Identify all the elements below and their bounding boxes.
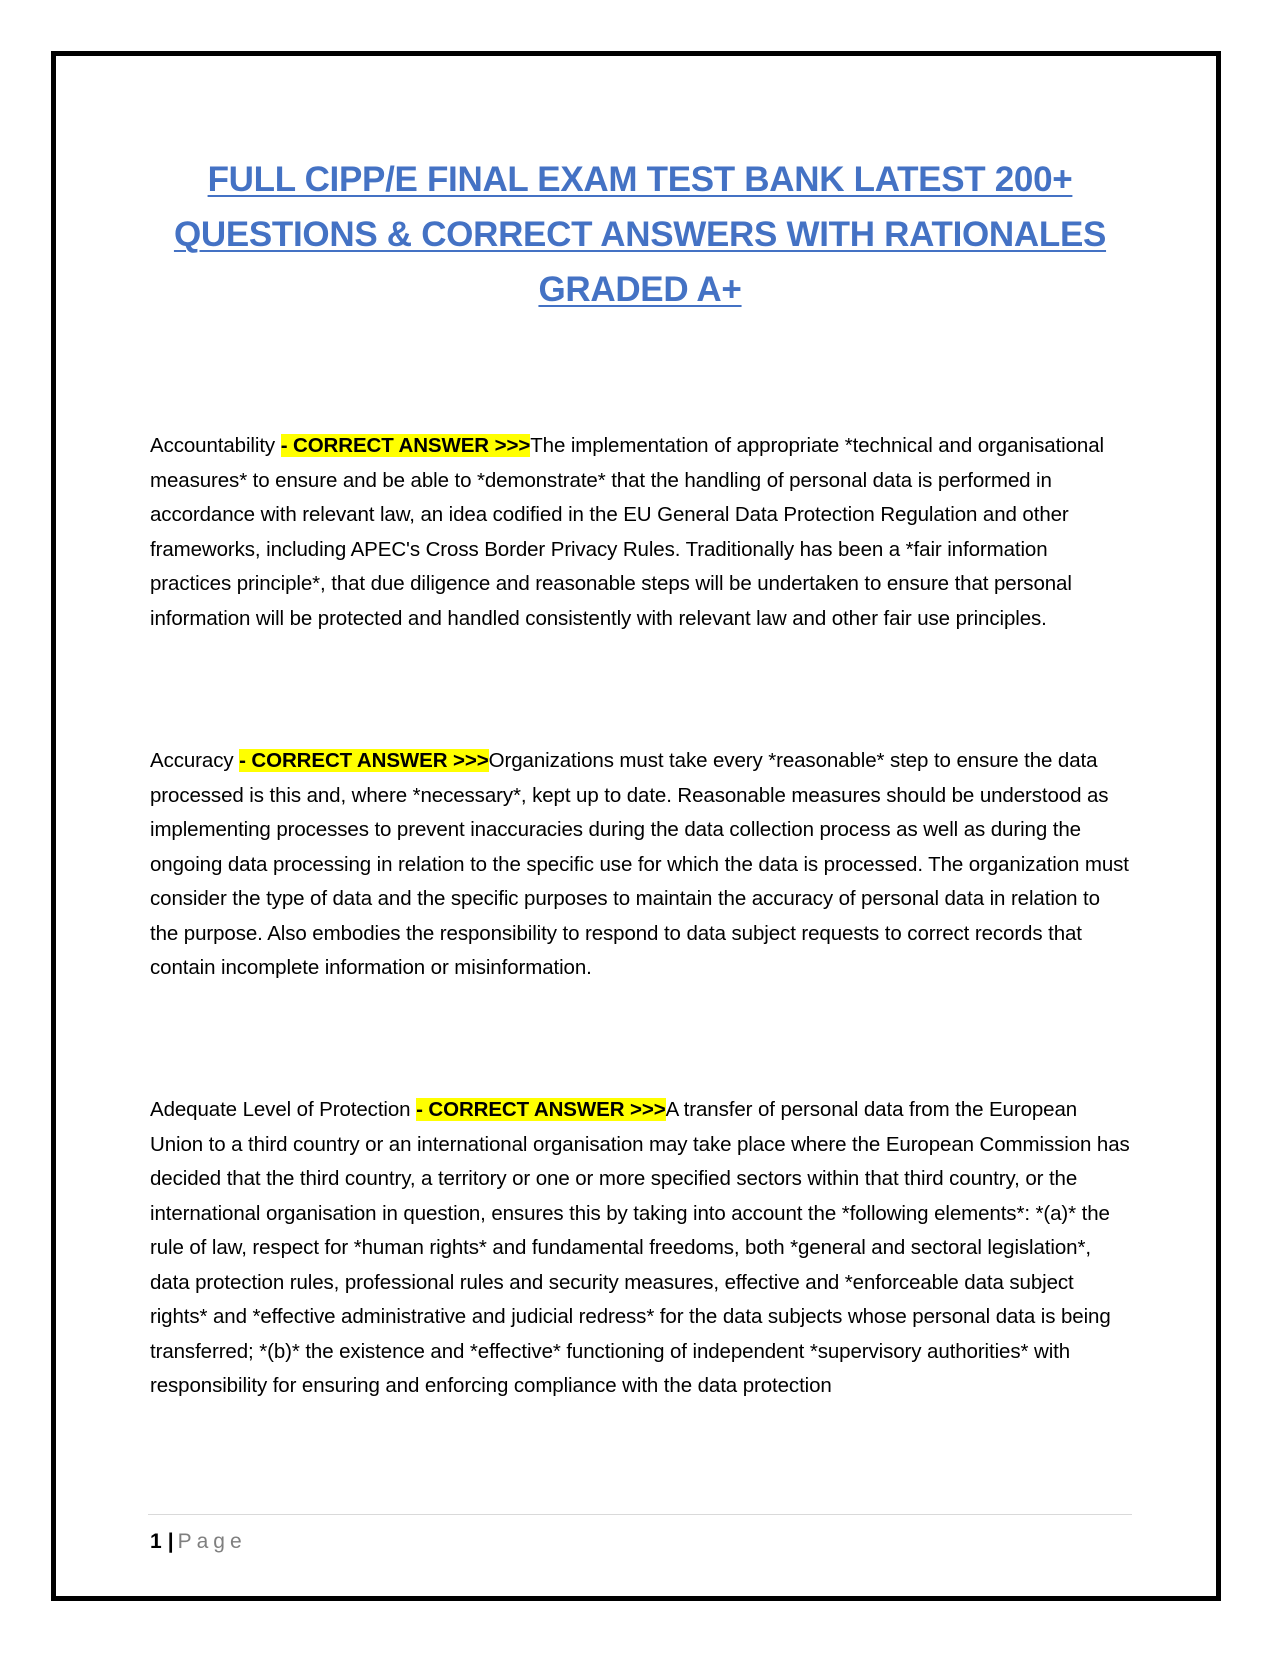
entry-definition: A transfer of personal data from the European Union to a third country or an international organisation may take place where the European Commission has decided that the third country, a territory or one or more specified sectors within that third country, or the international organisation in question, ensures this by taking into account the *following elements*: *(a)* the rule of law, respect for *human rights* and fundamental freedoms, both *general and sectoral legislation*, data protection rules, professional rules and security measures, effective and *enforceable data subject rights* and *effective administrative and judicial redress* for the data subjects whose personal data is being transferred; *(b)* the existence and *effective* functioning of independent *supervisory authorities* with responsibility for ensuring and enforcing compliance with the data protection <box>150 1098 1130 1397</box>
correct-answer-tag: - CORRECT ANSWER >>> <box>239 749 489 772</box>
entry-term: Adequate Level of Protection <box>150 1098 417 1121</box>
entry-definition: Organizations must take every *reasonable* step to ensure the data processed is this and, where *necessary*, kept up to date. Reasonable measures should be understood as implementing processes to prevent inaccuracies during the data collection process as well as during the ongoing data processing in relation to the specific use for which the data is processed. The organization must consider the type of data and the specific purposes to maintain the accuracy of personal data in relation to the purpose. Also embodies the responsibility to respond to data subject requests to correct records that contain incomplete information or misinformation. <box>150 749 1129 979</box>
footer-separator: | <box>167 1530 174 1553</box>
entry-term: Accountability <box>150 434 281 457</box>
page-number: 1 <box>150 1530 162 1553</box>
glossary-entry <box>150 429 1130 636</box>
page-footer <box>150 1527 247 1557</box>
correct-answer-tag: - CORRECT ANSWER >>> <box>280 434 531 457</box>
page-label: Page <box>177 1530 247 1553</box>
document-title: FULL CIPP/E FINAL EXAM TEST BANK LATEST 200+ QUESTIONS & CORRECT ANSWERS WITH RATIONALES GRADED A+ <box>173 160 1107 309</box>
glossary-entry <box>150 1093 1130 1404</box>
entry-term: Accuracy <box>150 749 240 772</box>
correct-answer-tag: - CORRECT ANSWER >>> <box>416 1098 666 1121</box>
entry-definition: The implementation of appropriate *technical and organisational measures* to ensure and be able to *demonstrate* that the handling of personal data is performed in accordance with relevant law, an idea codified in the EU General Data Protection Regulation and other frameworks, including APEC's Cross Border Privacy Rules. Traditionally has been a *fair information practices principle*, that due diligence and reasonable steps will be undertaken to ensure that personal information will be protected and handled consistently with relevant law and other fair use principles. <box>150 434 1104 630</box>
footer-divider <box>148 1514 1132 1515</box>
glossary-entry <box>150 744 1130 986</box>
